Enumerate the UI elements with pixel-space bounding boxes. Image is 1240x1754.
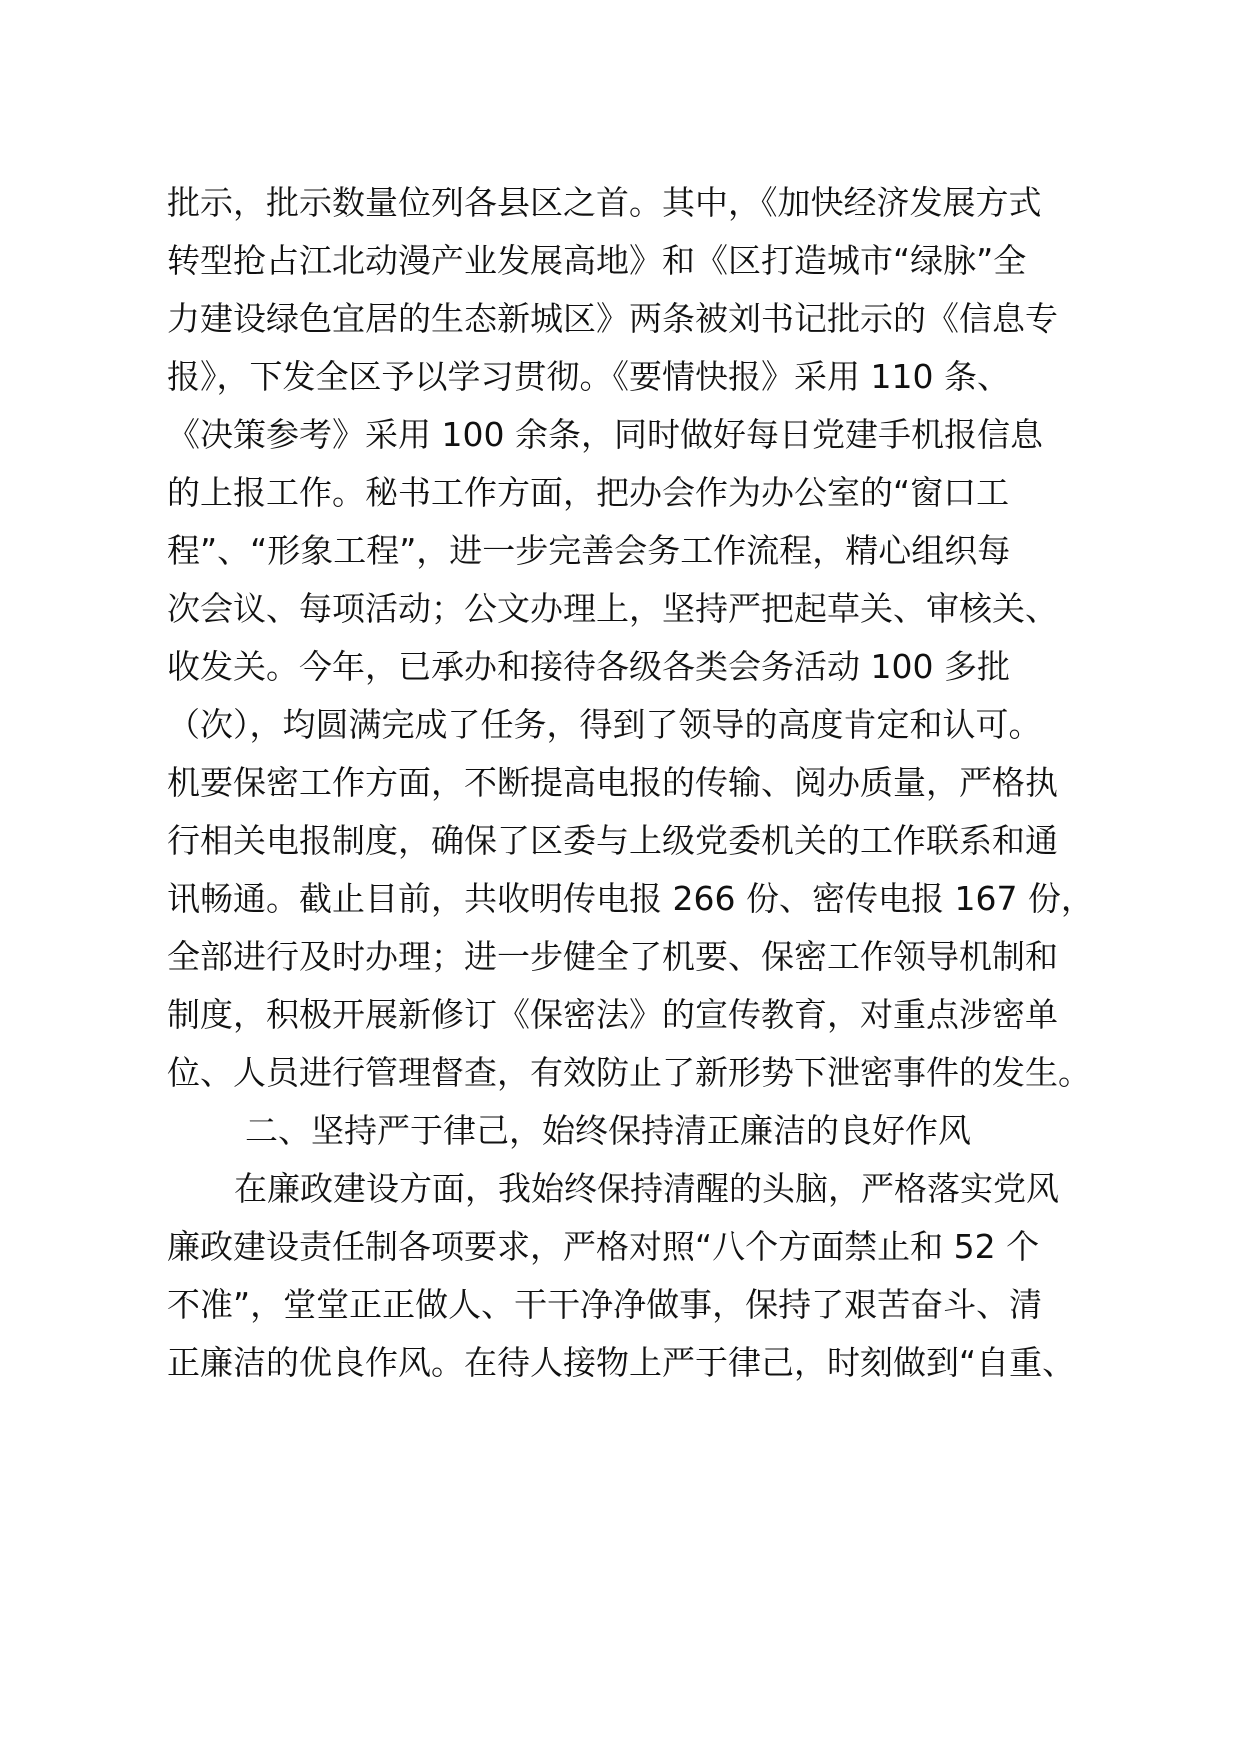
paragraph-1-line-2: 转型抢占江北动漫产业发展高地》和《区打造城市“绿脉”全 — [167, 241, 1027, 280]
paragraph-1-line-15: 制度，积极开展新修订《保密法》的宣传教育，对重点涉密单 — [167, 995, 1058, 1034]
paragraph-1-line-14: 全部进行及时办理；进一步健全了机要、保密工作领导机制和 — [167, 937, 1058, 976]
paragraph-1-line-13: 讯畅通。截止目前，共收明传电报 266 份、密传电报 167 份， — [167, 879, 1094, 918]
paragraph-2-line-3: 不准”，堂堂正正做人、干干净净做事，保持了艰苦奋斗、清 — [167, 1285, 1043, 1324]
paragraph-1-line-16: 位、人员进行管理督查，有效防止了新形势下泄密事件的发生。 — [167, 1053, 1091, 1092]
paragraph-1-line-3: 力建设绿色宜居的生态新城区》两条被刘书记批示的《信息专 — [167, 299, 1058, 338]
section-heading: 二、坚持严于律己，始终保持清正廉洁的良好作风 — [245, 1111, 971, 1150]
paragraph-1-line-8: 次会议、每项活动；公文办理上，坚持严把起草关、审核关、 — [167, 589, 1058, 628]
paragraph-2-line-1: 在廉政建设方面，我始终保持清醒的头脑，严格落实党风 — [234, 1169, 1059, 1208]
paragraph-2-line-2: 廉政建设责任制各项要求，严格对照“八个方面禁止和 52 个 — [167, 1227, 1040, 1266]
paragraph-1-line-1: 批示，批示数量位列各县区之首。其中，《加快经济发展方式 — [167, 183, 1042, 222]
paragraph-1-line-11: 机要保密工作方面，不断提高电报的传输、阅办质量，严格执 — [167, 763, 1058, 802]
paragraph-2-line-4: 正廉洁的优良作风。在待人接物上严于律己，时刻做到“自重、 — [167, 1343, 1076, 1382]
paragraph-1-line-6: 的上报工作。秘书工作方面，把办会作为办公室的“窗口工 — [167, 473, 1010, 512]
paragraph-1-line-12: 行相关电报制度，确保了区委与上级党委机关的工作联系和通 — [167, 821, 1058, 860]
paragraph-1-line-7: 程”、“形象工程”，进一步完善会务工作流程，精心组织每 — [167, 531, 1011, 570]
paragraph-1-line-5: 《决策参考》采用 100 余条，同时做好每日党建手机报信息 — [167, 415, 1043, 454]
paragraph-1-line-4: 报》，下发全区予以学习贯彻。《要情快报》采用 110 条、 — [167, 357, 1010, 396]
paragraph-1-line-9: 收发关。今年，已承办和接待各级各类会务活动 100 多批 — [167, 647, 1010, 686]
paragraph-1-line-10: （次），均圆满完成了任务，得到了领导的高度肯定和认可。 — [167, 705, 1042, 744]
